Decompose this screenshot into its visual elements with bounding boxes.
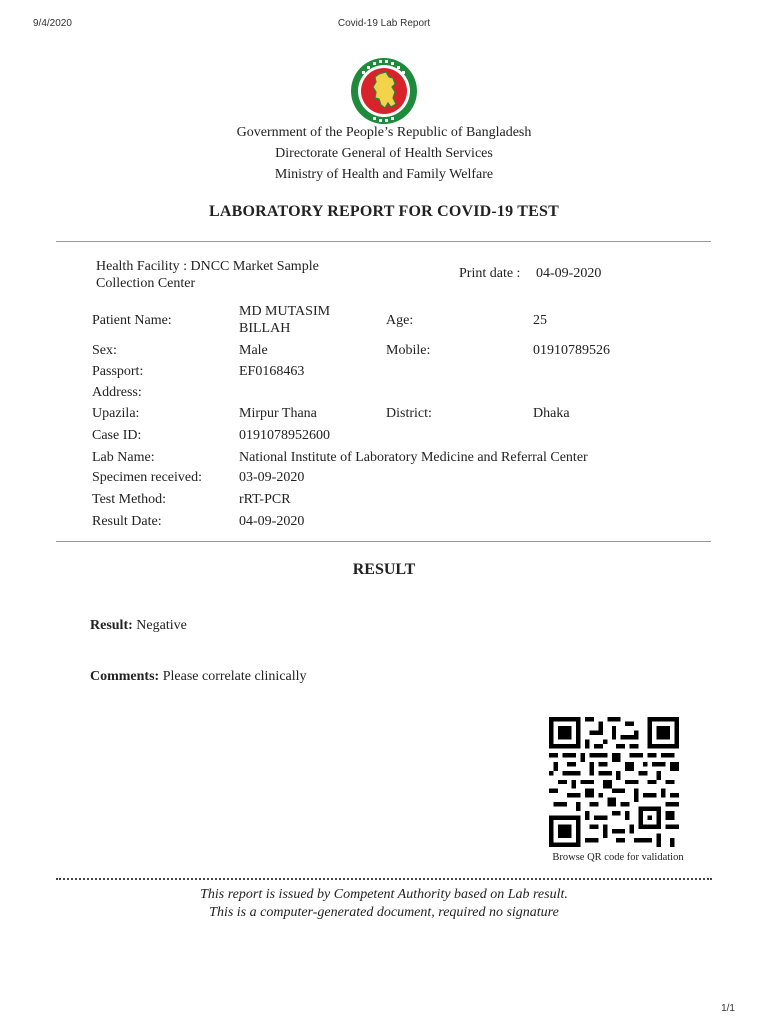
patient-name-value-line1: MD MUTASIM — [239, 304, 331, 319]
government-name: Government of the People’s Republic of Bangladesh — [236, 125, 532, 140]
test-method-label: Test Method: — [92, 492, 167, 507]
ministry-name: Ministry of Health and Family Welfare — [274, 167, 494, 182]
sex-value: Male — [239, 343, 268, 358]
case-id-label: Case ID: — [92, 428, 142, 443]
district-value: Dhaka — [533, 406, 570, 421]
result-line — [90, 618, 187, 634]
qr-code-icon — [549, 717, 679, 847]
footer-authority-note: This report is issued by Competent Authority based on Lab result. — [200, 887, 568, 902]
print-date: 9/4/2020 — [33, 18, 72, 29]
district-label: District: — [386, 406, 432, 421]
upazila-value: Mirpur Thana — [239, 406, 317, 421]
sex-label: Sex: — [92, 343, 117, 358]
print-date-value: 04-09-2020 — [536, 266, 602, 281]
patient-name-label: Patient Name: — [92, 313, 172, 328]
health-facility: Health Facility : DNCC Market Sample Collection Center — [96, 259, 319, 291]
patient-name-value-line2: BILLAH — [239, 321, 291, 336]
qr-caption: Browse QR code for validation — [552, 852, 684, 863]
footer-signature-note: This is a computer-generated document, required no signature — [209, 905, 559, 920]
print-date-label: Print date : — [459, 266, 521, 281]
comments-value: Please correlate clinically — [162, 669, 307, 684]
directorate-name: Directorate General of Health Services — [275, 146, 493, 161]
dotted-divider — [56, 878, 712, 880]
passport-label: Passport: — [92, 364, 144, 379]
bangladesh-government-seal-icon — [349, 56, 419, 126]
comments-line — [90, 669, 307, 685]
age-value: 25 — [533, 313, 547, 328]
age-label: Age: — [386, 313, 414, 328]
page-number: 1/1 — [721, 1003, 735, 1014]
report-title: LABORATORY REPORT FOR COVID-19 TEST — [209, 203, 559, 220]
upazila-label: Upazila: — [92, 406, 140, 421]
lab-name-label: Lab Name: — [92, 450, 155, 465]
passport-value: EF0168463 — [239, 364, 305, 379]
result-date-label: Result Date: — [92, 514, 162, 529]
specimen-received-label: Specimen received: — [92, 470, 203, 485]
specimen-received-value: 03-09-2020 — [239, 470, 305, 485]
test-method-value: rRT-PCR — [239, 492, 291, 507]
print-header — [0, 14, 768, 34]
divider — [56, 541, 711, 542]
mobile-value: 01910789526 — [533, 343, 610, 358]
result-heading: RESULT — [352, 561, 416, 578]
address-label: Address: — [92, 385, 142, 400]
case-id-value: 0191078952600 — [239, 428, 330, 443]
mobile-label: Mobile: — [386, 343, 431, 358]
result-label: Result: — [90, 618, 133, 633]
result-date-value: 04-09-2020 — [239, 514, 305, 529]
comments-label: Comments: — [90, 669, 160, 684]
divider — [56, 241, 711, 242]
lab-name-value: National Institute of Laboratory Medicine and Referral Center — [239, 450, 588, 465]
result-value: Negative — [136, 618, 187, 633]
print-title: Covid-19 Lab Report — [337, 18, 431, 29]
